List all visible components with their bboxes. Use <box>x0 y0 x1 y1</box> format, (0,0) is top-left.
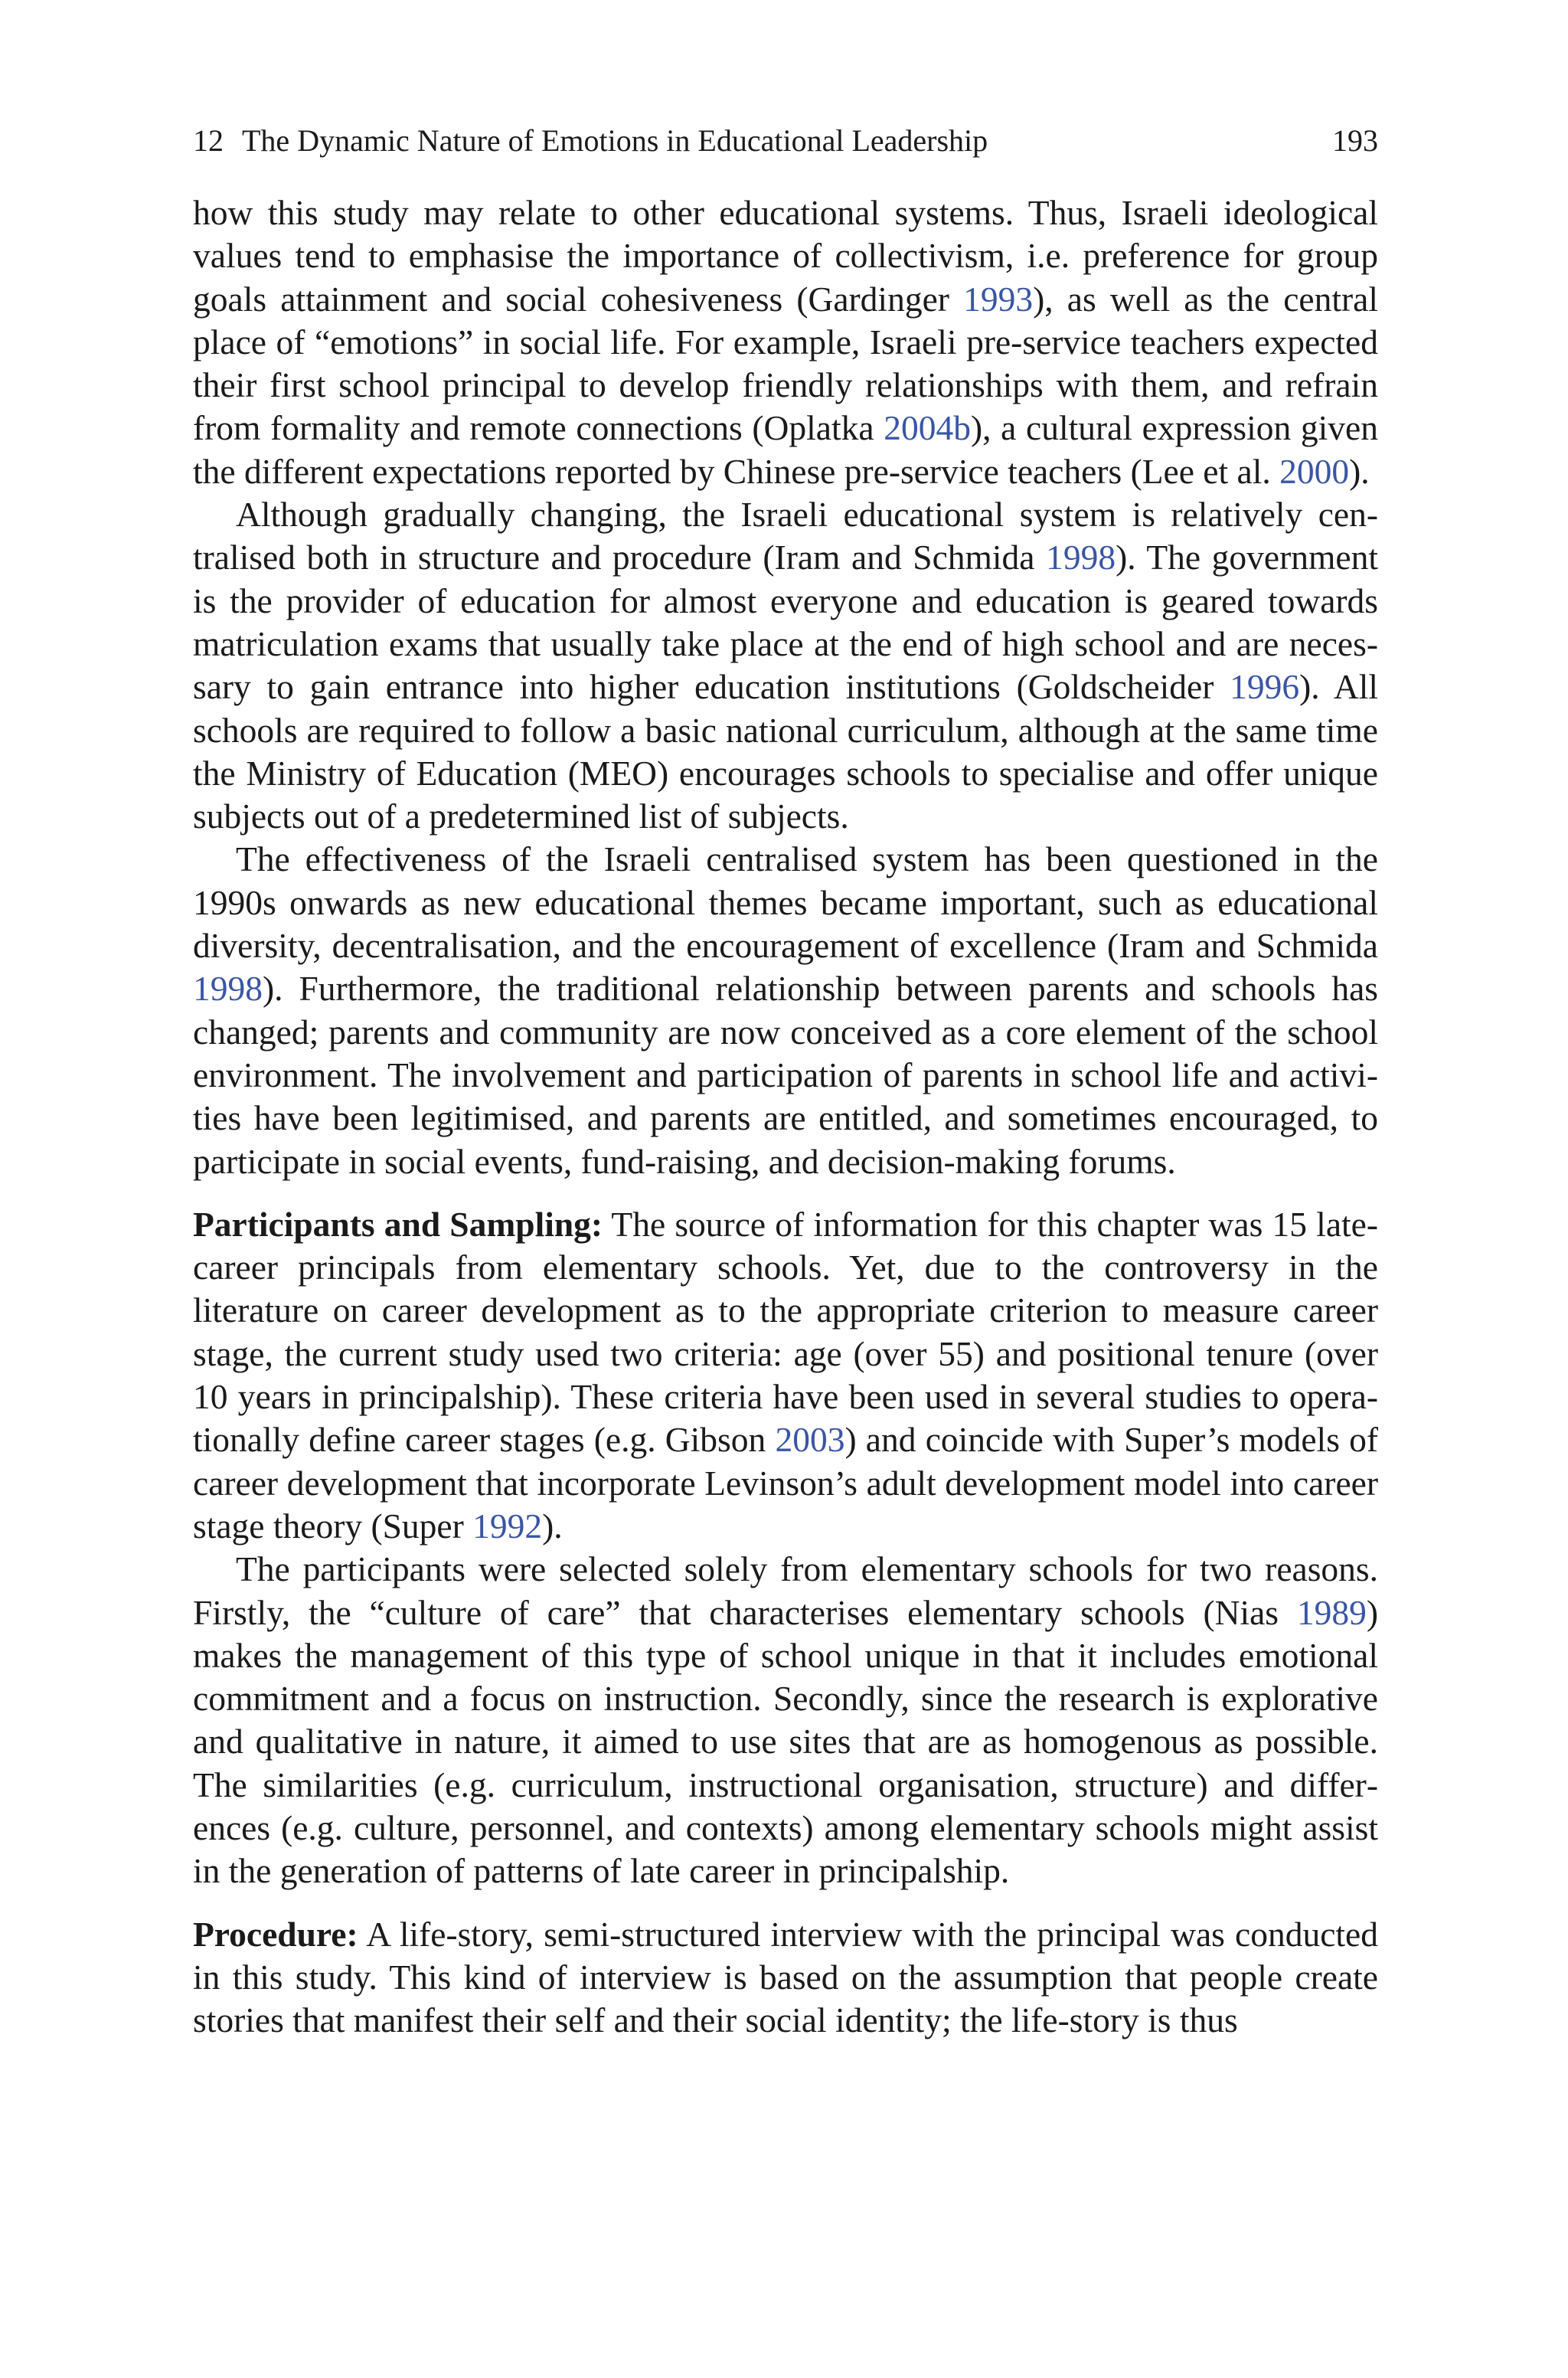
text-run: ). Furthermore, the traditional relationship between parents and schools has changed; parents and community are now conceived as a core element of the school environment. The involvement and participation of parents in school life and activities have been legitimised, and parents are entitled, and sometimes encouraged, to participate in social events, fund-raising, and decision-making forums. <box>193 969 1378 1181</box>
citation-link-nias[interactable]: 1989 <box>1296 1592 1367 1632</box>
text-run: ). <box>1349 451 1370 491</box>
chapter-number: 12 <box>193 123 224 158</box>
text-run: ). The government is the provider of education for almost everyone and education is geared towards matriculation exams that usually take place at the end of high school and are necessary to gain entrance into higher education institutions (Goldscheider <box>193 538 1378 707</box>
citation-link-super[interactable]: 1992 <box>472 1506 543 1546</box>
book-page <box>193 123 1378 2042</box>
paragraph-3 <box>193 838 1378 1182</box>
text-run: ), a cultural expression given the different expectations reported by Chinese pre-service teachers (Lee et al. <box>193 408 1378 491</box>
citation-link-oplatka[interactable]: 2004b <box>884 408 971 448</box>
paragraph-2 <box>193 493 1378 838</box>
citation-link-goldscheider[interactable]: 1996 <box>1230 667 1300 707</box>
run-in-heading-participants: Participants and Sampling: <box>193 1204 603 1244</box>
citation-link-iram-schmida[interactable]: 1998 <box>1046 538 1116 577</box>
text-run: how this study may relate to other educational systems. Thus, Israeli ideological values tend to emphasise the importance of collectivism, i.e. preference for group goals attainment and social cohesiveness (Gardinger <box>193 193 1378 319</box>
text-run: A life-story, semi-structured interview with the principal was conducted in this study. This kind of interview is based on the assumption that people create stories that manifest their self and their social identity; the life-story is thus <box>193 1914 1378 2040</box>
text-run: ). All schools are required to follow a basic national curriculum, although at the same time the Ministry of Education (MEO) encourages schools to specialise and offer unique subjects out of a predetermined list of subjects. <box>193 667 1378 836</box>
text-run: ) and coincide with Super’s models of career development that incorporate Levinson’s adult development model into career stage theory (Super <box>193 1420 1378 1546</box>
body-text <box>193 191 1378 2042</box>
running-header-left <box>193 123 988 159</box>
running-header <box>193 123 1378 159</box>
paragraph-participants-sampling <box>193 1203 1378 1548</box>
paragraph-1 <box>193 191 1378 493</box>
text-run: Although gradually changing, the Israeli educational system is relatively centralised both in structure and procedure (Iram and Schmida <box>193 495 1378 577</box>
page-number: 193 <box>1332 123 1378 158</box>
citation-link-gardinger[interactable]: 1993 <box>963 279 1034 319</box>
text-run: The effectiveness of the Israeli centralised system has been questioned in the 1990s onwards as new educational themes became important, such as educational diversity, decentralisation, and the encouragement of excellence (Iram and Schmida <box>193 839 1378 966</box>
text-run: ) makes the management of this type of school unique in that it includes emotional commitment and a focus on instruction. Secondly, since the research is explorative and qualitative in nature, it aimed to use sites that are as homogenous as possible. The similarities (e.g. curriculum, instructional organisation, structure) and differences (e.g. culture, personnel, and contexts) among elementary schools might assist in the generation of patterns of late career in principalship. <box>193 1592 1378 1891</box>
citation-link-iram-schmida[interactable]: 1998 <box>193 969 263 1009</box>
paragraph-procedure <box>193 1913 1378 2043</box>
chapter-title: The Dynamic Nature of Emotions in Educational Leadership <box>242 123 988 158</box>
text-run: The source of information for this chapter was 15 late-career principals from elementary schools. Yet, due to the controversy in the literature on career development as to the appropriate criterion to measure career stage, the current study used two criteria: age (over 55) and positional tenure (over 10 years in principalship). These criteria have been used in several studies to operationally define career stages (e.g. Gibson <box>193 1204 1378 1460</box>
text-run: ). <box>542 1506 563 1546</box>
run-in-heading-procedure: Procedure: <box>193 1914 358 1954</box>
citation-link-lee[interactable]: 2000 <box>1279 451 1350 491</box>
citation-link-gibson[interactable]: 2003 <box>775 1420 845 1460</box>
text-run: The participants were selected solely from elementary schools for two reasons. Firstly, the “culture of care” that characterises elementary schools (Nias <box>193 1549 1378 1632</box>
paragraph-5 <box>193 1548 1378 1892</box>
text-run: ), as well as the central place of “emotions” in social life. For example, Israeli pre-service teachers expected their first school principal to develop friendly relationships with them, and refrain from formality and remote connections (Oplatka <box>193 279 1378 448</box>
